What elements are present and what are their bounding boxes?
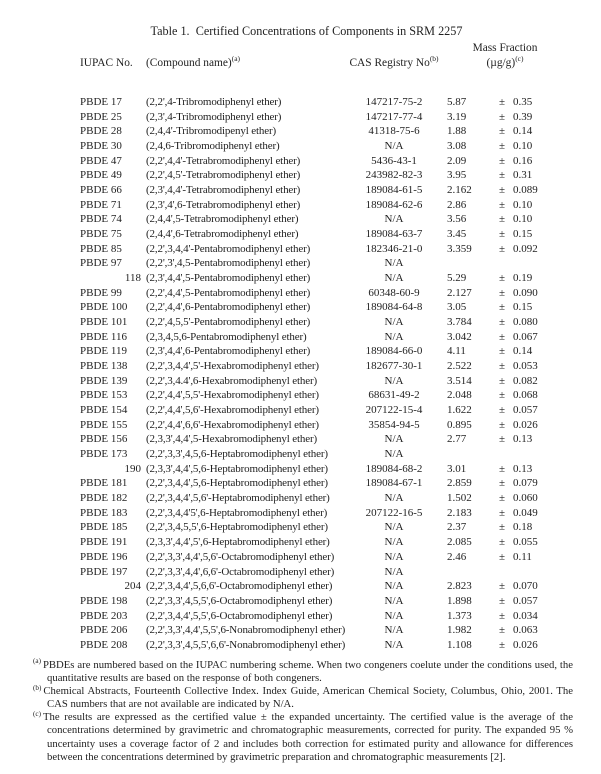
plusminus-cell: ± bbox=[498, 184, 506, 197]
compound-cell: (2,2',3,3',4,4',6,6'-Octabromodiphenyl ether) bbox=[146, 565, 335, 578]
compound-cell: (2,2',4,4',6,6'-Hexabromodiphenyl ether) bbox=[146, 418, 319, 431]
value-cell: 5.29 bbox=[447, 272, 467, 285]
table-row bbox=[80, 565, 564, 580]
plusminus-cell bbox=[494, 565, 510, 580]
value-cell: 3.08 bbox=[447, 140, 467, 153]
value-cell: 2.522 bbox=[447, 360, 472, 373]
plusminus-cell: ± bbox=[498, 389, 506, 402]
uncertainty-cell: 0.15 bbox=[513, 228, 533, 241]
footnote-a bbox=[33, 659, 573, 685]
cas-cell: 5436-43-1 bbox=[371, 154, 417, 167]
table-row bbox=[80, 154, 564, 169]
plusminus-cell: ± bbox=[498, 374, 506, 387]
compound-cell: (2,2',4,5'-Tetrabromodiphenyl ether) bbox=[146, 169, 301, 182]
footnote-marker-c: (c) bbox=[515, 54, 524, 64]
uncertainty-cell: 0.026 bbox=[513, 638, 538, 651]
cas-cell: N/A bbox=[384, 374, 404, 387]
iupac-cell: PBDE 138 bbox=[80, 360, 128, 373]
value-cell: 2.859 bbox=[447, 477, 472, 490]
cas-cell: 68631-49-2 bbox=[368, 389, 420, 402]
compound-cell: (2,2',3,3',4,5,6-Heptabromodiphenyl ether) bbox=[146, 448, 328, 461]
footnote-marker-b: (b) bbox=[429, 54, 439, 64]
uncertainty-cell: 0.090 bbox=[513, 286, 538, 299]
uncertainty-cell: 0.057 bbox=[513, 594, 538, 607]
table-row bbox=[80, 286, 564, 301]
iupac-cell: PBDE 191 bbox=[80, 536, 128, 549]
value-cell: 2.048 bbox=[447, 389, 472, 402]
compound-cell: (2,3,3',4,4',5',6-Heptabromodiphenyl ether) bbox=[146, 536, 330, 549]
iupac-cell: 118 bbox=[124, 272, 141, 285]
uncertainty-cell: 0.18 bbox=[513, 521, 533, 534]
iupac-cell: PBDE 28 bbox=[80, 125, 122, 138]
plusminus-cell: ± bbox=[498, 492, 506, 505]
compound-cell: (2,2',3,4,4'5',6-Heptabromodiphenyl ether) bbox=[146, 506, 328, 519]
value-cell: 3.95 bbox=[447, 169, 467, 182]
table-row bbox=[80, 168, 564, 183]
plusminus-cell: ± bbox=[498, 242, 506, 255]
iupac-cell: PBDE 182 bbox=[80, 492, 128, 505]
footnotes bbox=[33, 659, 573, 764]
compound-cell: (2,3',4',6-Tetrabromodiphenyl ether) bbox=[146, 198, 301, 211]
table-row bbox=[80, 491, 564, 506]
iupac-cell: PBDE 196 bbox=[80, 550, 128, 563]
table-header bbox=[80, 41, 564, 71]
table-row bbox=[80, 418, 564, 433]
table-row bbox=[80, 124, 564, 139]
iupac-cell: PBDE 99 bbox=[80, 286, 122, 299]
iupac-cell: PBDE 153 bbox=[80, 389, 128, 402]
footnote-marker-a: (a) bbox=[231, 54, 241, 64]
table-row bbox=[80, 198, 564, 213]
cas-cell: N/A bbox=[384, 316, 404, 329]
table-row bbox=[80, 95, 564, 110]
table-row bbox=[80, 638, 564, 653]
iupac-cell: PBDE 74 bbox=[80, 213, 122, 226]
plusminus-cell: ± bbox=[498, 301, 506, 314]
compound-cell: (2,2',3,4.4',6-Hexabromodiphenyl ether) bbox=[146, 374, 318, 387]
cas-cell: N/A bbox=[384, 433, 404, 446]
iupac-cell: PBDE 85 bbox=[80, 242, 122, 255]
uncertainty-cell: 0.070 bbox=[513, 580, 538, 593]
iupac-cell: PBDE 66 bbox=[80, 184, 122, 197]
value-cell: 3.45 bbox=[447, 228, 467, 241]
uncertainty-cell: 0.13 bbox=[513, 462, 533, 475]
plusminus-cell: ± bbox=[498, 316, 506, 329]
table-row bbox=[80, 330, 564, 345]
value-cell: 3.56 bbox=[447, 213, 467, 226]
cas-cell: 189084-67-1 bbox=[365, 477, 423, 490]
value-cell: 3.042 bbox=[447, 330, 472, 343]
cas-cell: 189084-68-2 bbox=[365, 462, 423, 475]
plusminus-cell: ± bbox=[498, 110, 506, 123]
table-row bbox=[80, 447, 564, 462]
value-cell: 1.982 bbox=[447, 624, 472, 637]
value-cell: 1.502 bbox=[447, 492, 472, 505]
value-cell: 1.88 bbox=[447, 125, 467, 138]
value-cell: 2.127 bbox=[447, 286, 472, 299]
value-cell: 4.11 bbox=[447, 345, 466, 358]
plusminus-cell: ± bbox=[498, 272, 506, 285]
uncertainty-cell: 0.31 bbox=[513, 169, 533, 182]
footnote-c-label: (c) bbox=[33, 709, 41, 718]
uncertainty-cell: 0.092 bbox=[513, 242, 538, 255]
cas-cell: N/A bbox=[384, 624, 404, 637]
cas-cell: N/A bbox=[384, 594, 404, 607]
cas-cell: N/A bbox=[384, 213, 404, 226]
uncertainty-cell: 0.10 bbox=[513, 213, 533, 226]
cas-cell: 182346-21-0 bbox=[365, 242, 423, 255]
uncertainty-cell: 0.10 bbox=[513, 198, 533, 211]
compound-cell: (2,2',3,3',4,4',5,5',6-Nonabromodiphenyl ether) bbox=[146, 624, 346, 637]
value-cell: 5.87 bbox=[447, 96, 467, 108]
table-row bbox=[80, 271, 564, 286]
table-row bbox=[80, 476, 564, 491]
compound-cell: (2,4,4',6-Tetrabromodiphenyl ether) bbox=[146, 228, 299, 241]
plusminus-cell: ± bbox=[498, 418, 506, 431]
uncertainty-cell: 0.067 bbox=[513, 330, 538, 343]
cas-cell: 189084-61-5 bbox=[365, 184, 423, 197]
table-row bbox=[80, 183, 564, 198]
cas-cell: 189084-66-0 bbox=[365, 345, 423, 358]
header-row-2 bbox=[80, 55, 564, 71]
iupac-cell: PBDE 156 bbox=[80, 433, 128, 446]
uncertainty-cell: 0.053 bbox=[513, 360, 538, 373]
footnote-a-label: (a) bbox=[33, 657, 41, 666]
cas-cell: 147217-77-4 bbox=[365, 110, 423, 123]
cas-cell: 41318-75-6 bbox=[368, 125, 420, 138]
plusminus-cell: ± bbox=[498, 536, 506, 549]
cas-cell: N/A bbox=[384, 638, 404, 651]
value-cell: 2.183 bbox=[447, 506, 472, 519]
uncertainty-cell: 0.35 bbox=[513, 96, 533, 108]
compound-cell: (2,2',4,5,5'-Pentabromodiphenyl ether) bbox=[146, 316, 311, 329]
table-row bbox=[80, 110, 564, 125]
value-cell: 2.86 bbox=[447, 198, 467, 211]
value-cell bbox=[446, 447, 494, 462]
compound-cell: (2,2',3,3',4,5,5',6,6'-Nonabromodiphenyl ether) bbox=[146, 638, 346, 651]
table-row bbox=[80, 506, 564, 521]
plusminus-cell: ± bbox=[498, 140, 506, 153]
uncertainty-cell: 0.19 bbox=[513, 272, 533, 285]
plusminus-cell: ± bbox=[498, 594, 506, 607]
table-row bbox=[80, 139, 564, 154]
plusminus-cell: ± bbox=[498, 213, 506, 226]
compound-cell: (2,2',4,4',6-Pentabromodiphenyl ether) bbox=[146, 301, 311, 314]
iupac-cell: PBDE 49 bbox=[80, 169, 122, 182]
plusminus-cell: ± bbox=[498, 580, 506, 593]
uncertainty-cell: 0.079 bbox=[513, 477, 538, 490]
col-header-iupac: IUPAC No. bbox=[80, 57, 133, 69]
compound-cell: (2,4,4',5-Tetrabromodiphenyl ether) bbox=[146, 213, 299, 226]
iupac-cell: PBDE 139 bbox=[80, 374, 128, 387]
cas-cell: 147217-75-2 bbox=[365, 96, 423, 108]
table-row bbox=[80, 609, 564, 624]
table-row bbox=[80, 256, 564, 271]
plusminus-cell: ± bbox=[498, 550, 506, 563]
compound-cell: (2,3',4,4',5-Pentabromodiphenyl ether) bbox=[146, 272, 311, 285]
plusminus-cell: ± bbox=[498, 169, 506, 182]
uncertainty-cell: 0.089 bbox=[513, 184, 538, 197]
compound-cell: (2,3,4,5,6-Pentabromodiphenyl ether) bbox=[146, 330, 307, 343]
compound-cell: (2,2',3,3',4,5,5',6-Octabromodiphenyl ether) bbox=[146, 594, 333, 607]
iupac-cell: PBDE 30 bbox=[80, 140, 122, 153]
plusminus-cell bbox=[494, 256, 510, 271]
compound-cell: (2,2',3,4,5,5',6-Heptabromodiphenyl ether) bbox=[146, 521, 328, 534]
cas-cell: N/A bbox=[384, 330, 404, 343]
compound-cell: (2,3',4-Tribromodiphenyl ether) bbox=[146, 110, 282, 123]
table-row bbox=[80, 374, 564, 389]
cas-cell: 207122-15-4 bbox=[365, 404, 423, 417]
table-row bbox=[80, 388, 564, 403]
compound-cell: (2,2',3,4,4',5,5',6-Octabromodiphenyl ether) bbox=[146, 609, 333, 622]
table-row bbox=[80, 212, 564, 227]
cas-cell: N/A bbox=[384, 565, 404, 578]
value-cell: 2.085 bbox=[447, 536, 472, 549]
value-cell: 3.01 bbox=[447, 462, 467, 475]
uncertainty-cell: 0.026 bbox=[513, 418, 538, 431]
value-cell: 2.823 bbox=[447, 580, 472, 593]
uncertainty-cell: 0.11 bbox=[513, 550, 532, 563]
footnote-b-label: (b) bbox=[33, 683, 42, 692]
iupac-cell: PBDE 155 bbox=[80, 418, 128, 431]
col-header-units: $(\mu g/g)^{(c)}$ bbox=[486, 54, 524, 69]
iupac-cell: PBDE 75 bbox=[80, 228, 122, 241]
iupac-cell: PBDE 25 bbox=[80, 110, 122, 123]
iupac-cell: PBDE 208 bbox=[80, 638, 128, 651]
iupac-cell: 204 bbox=[124, 580, 141, 593]
cas-cell: 189084-64-8 bbox=[365, 301, 423, 314]
table-title-text: Table 1. Certified Concentrations of Components in SRM 2257 bbox=[150, 24, 463, 38]
plusminus-cell: ± bbox=[498, 330, 506, 343]
cas-cell: N/A bbox=[384, 521, 404, 534]
value-cell: 2.46 bbox=[447, 550, 467, 563]
cas-cell: N/A bbox=[384, 580, 404, 593]
col-header-cas: CAS Registry No$^{(b)}$ bbox=[349, 54, 439, 69]
plusminus-cell: ± bbox=[498, 609, 506, 622]
iupac-cell: PBDE 97 bbox=[80, 257, 122, 270]
uncertainty-cell: 0.049 bbox=[513, 506, 538, 519]
compound-cell: (2,2',3,4,4',5,6'-Heptabromodiphenyl ether) bbox=[146, 492, 330, 505]
value-cell: 1.898 bbox=[447, 594, 472, 607]
compound-cell: (2,3',4,4',6-Pentabromodiphenyl ether) bbox=[146, 345, 311, 358]
iupac-cell: 190 bbox=[124, 462, 141, 475]
plusminus-cell: ± bbox=[498, 125, 506, 138]
header-row-1 bbox=[80, 41, 564, 55]
value-cell: 2.37 bbox=[447, 521, 467, 534]
cas-cell: 60348-60-9 bbox=[368, 286, 420, 299]
iupac-cell: PBDE 101 bbox=[80, 316, 128, 329]
compound-cell: (2,2',3,4,4',5,6-Heptabromodiphenyl ether) bbox=[146, 477, 328, 490]
value-cell: 1.373 bbox=[447, 609, 472, 622]
iupac-cell: PBDE 17 bbox=[80, 96, 122, 108]
footnote-a-text: PBDEs are numbered based on the IUPAC numbering scheme. When two congeners coelute under the conditions used, the quantitative results are based on the response of both congeners. bbox=[42, 659, 573, 685]
iupac-cell: PBDE 181 bbox=[80, 477, 128, 490]
value-cell: 3.19 bbox=[447, 110, 467, 123]
iupac-cell: PBDE 203 bbox=[80, 609, 128, 622]
plusminus-cell: ± bbox=[498, 96, 506, 108]
table-row bbox=[80, 432, 564, 447]
plusminus-cell: ± bbox=[498, 286, 506, 299]
value-cell: 1.622 bbox=[447, 404, 472, 417]
table-row bbox=[80, 315, 564, 330]
table-row bbox=[80, 550, 564, 565]
footnote-b bbox=[33, 685, 573, 711]
table-row bbox=[80, 462, 564, 477]
table-row bbox=[80, 242, 564, 257]
uncertainty-cell: 0.13 bbox=[513, 433, 533, 446]
cas-cell: 207122-16-5 bbox=[365, 506, 423, 519]
compound-cell: (2,2',4,4',5-Pentabromodiphenyl ether) bbox=[146, 286, 311, 299]
compound-cell: (2,3',4,4'-Tetrabromodiphenyl ether) bbox=[146, 184, 301, 197]
uncertainty-cell: 0.063 bbox=[513, 624, 538, 637]
uncertainty-cell: 0.060 bbox=[513, 492, 538, 505]
footnote-c bbox=[33, 711, 573, 763]
plusminus-cell: ± bbox=[498, 345, 506, 358]
table-row bbox=[80, 623, 564, 638]
compound-cell: (2,2',3',4,5-Pentabromodiphenyl ether) bbox=[146, 257, 311, 270]
uncertainty-cell bbox=[510, 447, 564, 462]
value-cell: 3.05 bbox=[447, 301, 467, 314]
cas-cell: N/A bbox=[384, 272, 404, 285]
iupac-cell: PBDE 198 bbox=[80, 594, 128, 607]
iupac-cell: PBDE 183 bbox=[80, 506, 128, 519]
iupac-cell: PBDE 119 bbox=[80, 345, 127, 358]
table-row bbox=[80, 403, 564, 418]
value-cell: 2.77 bbox=[447, 433, 467, 446]
cas-cell: N/A bbox=[384, 492, 404, 505]
cas-cell: N/A bbox=[384, 140, 404, 153]
cas-cell: 35854-94-5 bbox=[368, 418, 420, 431]
cas-cell: 189084-63-7 bbox=[365, 228, 423, 241]
table-body bbox=[80, 95, 564, 653]
table-row bbox=[80, 359, 564, 374]
value-cell bbox=[446, 565, 494, 580]
compound-cell: (2,2',3,4,4',5,6,6'-Octabromodiphenyl ether) bbox=[146, 580, 333, 593]
iupac-cell: PBDE 116 bbox=[80, 330, 127, 343]
plusminus-cell: ± bbox=[498, 624, 506, 637]
footnote-b-text: Chemical Abstracts, Fourteenth Collective Index. Index Guide, American Chemical Society, Columbus, Ohio, 2001. The CAS numbers that are not available are indicated by N/A. bbox=[43, 685, 573, 711]
compound-cell: (2,2',3,4,4',5'-Hexabromodiphenyl ether) bbox=[146, 360, 319, 373]
value-cell: 0.895 bbox=[447, 418, 472, 431]
cas-cell: N/A bbox=[384, 448, 404, 461]
compound-cell: (2,3,3',4,4',5,6-Heptabromodiphenyl ether) bbox=[146, 462, 328, 475]
plusminus-cell: ± bbox=[498, 404, 506, 417]
iupac-cell: PBDE 206 bbox=[80, 624, 128, 637]
uncertainty-cell: 0.39 bbox=[513, 110, 533, 123]
iupac-cell: PBDE 71 bbox=[80, 198, 122, 211]
uncertainty-cell: 0.055 bbox=[513, 536, 538, 549]
col-header-compound: (Compound name)$^{(a)}$ bbox=[146, 54, 241, 69]
iupac-cell: PBDE 100 bbox=[80, 301, 128, 314]
uncertainty-cell: 0.057 bbox=[513, 404, 538, 417]
cas-cell: N/A bbox=[384, 609, 404, 622]
plusminus-cell: ± bbox=[498, 228, 506, 241]
table-row bbox=[80, 594, 564, 609]
cas-cell: N/A bbox=[384, 536, 404, 549]
uncertainty-cell bbox=[510, 256, 564, 271]
iupac-cell: PBDE 197 bbox=[80, 565, 128, 578]
value-cell: 2.09 bbox=[447, 154, 467, 167]
plusminus-cell bbox=[494, 447, 510, 462]
compound-cell: (2,2',3,4,4'-Pentabromodiphenyl ether) bbox=[146, 242, 311, 255]
value-cell: 2.162 bbox=[447, 184, 472, 197]
value-cell: 3.784 bbox=[447, 316, 472, 329]
compound-cell: (2,3,3',4,4',5-Hexabromodiphenyl ether) bbox=[146, 433, 318, 446]
uncertainty-cell: 0.080 bbox=[513, 316, 538, 329]
uncertainty-cell: 0.10 bbox=[513, 140, 533, 153]
uncertainty-cell: 0.068 bbox=[513, 389, 538, 402]
table-row bbox=[80, 300, 564, 315]
compound-cell: (2,2',4,4'-Tetrabromodiphenyl ether) bbox=[146, 154, 301, 167]
uncertainty-cell: 0.14 bbox=[513, 345, 533, 358]
uncertainty-cell: 0.15 bbox=[513, 301, 533, 314]
table-row bbox=[80, 579, 564, 594]
compound-cell: (2,2',4,4',5,5'-Hexabromodiphenyl ether) bbox=[146, 389, 319, 402]
uncertainty-cell: 0.14 bbox=[513, 125, 533, 138]
compound-cell: (2,2',3,3',4,4',5,6'-Octabromodiphenyl ether) bbox=[146, 550, 335, 563]
value-cell: 1.108 bbox=[447, 638, 472, 651]
compound-cell: (2,2',4-Tribromodiphenyl ether) bbox=[146, 96, 282, 108]
uncertainty-cell: 0.16 bbox=[513, 154, 533, 167]
value-cell bbox=[446, 256, 494, 271]
cas-cell: 243982-82-3 bbox=[365, 169, 423, 182]
footnote-c-text: The results are expressed as the certified value ± the expanded uncertainty. The certified value is the average of the concentrations determined by gravimetric and chromatographic measurements, corrected for purity. The expanded 95 % uncertainty uses a coverage factor of 2 and includes both correction for estimated purity and allowance for differences between the concentrations determined by gravimetric preparation and chromatographic measurements [2]. bbox=[42, 711, 573, 763]
plusminus-cell: ± bbox=[498, 433, 506, 446]
compound-cell: (2,4,6-Tribromodiphenyl ether) bbox=[146, 140, 280, 153]
table-row bbox=[80, 535, 564, 550]
compound-cell: (2,2',4,4',5,6'-Hexabromodiphenyl ether) bbox=[146, 404, 319, 417]
uncertainty-cell: 0.082 bbox=[513, 374, 538, 387]
plusminus-cell: ± bbox=[498, 360, 506, 373]
table-row bbox=[80, 520, 564, 535]
col-header-mass-fraction: Mass Fraction bbox=[472, 42, 538, 54]
iupac-cell: PBDE 173 bbox=[80, 448, 128, 461]
plusminus-cell: ± bbox=[498, 462, 506, 475]
cas-cell: N/A bbox=[384, 257, 404, 270]
plusminus-cell: ± bbox=[498, 198, 506, 211]
plusminus-cell: ± bbox=[498, 638, 506, 651]
plusminus-cell: ± bbox=[498, 477, 506, 490]
cas-cell: 189084-62-6 bbox=[365, 198, 423, 211]
plusminus-cell: ± bbox=[498, 521, 506, 534]
value-cell: 3.359 bbox=[447, 242, 472, 255]
table-row bbox=[80, 344, 564, 359]
iupac-cell: PBDE 185 bbox=[80, 521, 128, 534]
iupac-cell: PBDE 47 bbox=[80, 154, 122, 167]
iupac-cell: PBDE 154 bbox=[80, 404, 128, 417]
cas-cell: N/A bbox=[384, 550, 404, 563]
plusminus-cell: ± bbox=[498, 154, 506, 167]
table-row bbox=[80, 227, 564, 242]
uncertainty-cell: 0.034 bbox=[513, 609, 538, 622]
value-cell: 3.514 bbox=[447, 374, 472, 387]
cas-cell: 182677-30-1 bbox=[365, 360, 423, 373]
compound-cell: (2,4,4'-Tribromodipenyl ether) bbox=[146, 125, 276, 138]
plusminus-cell: ± bbox=[498, 506, 506, 519]
uncertainty-cell bbox=[510, 565, 564, 580]
